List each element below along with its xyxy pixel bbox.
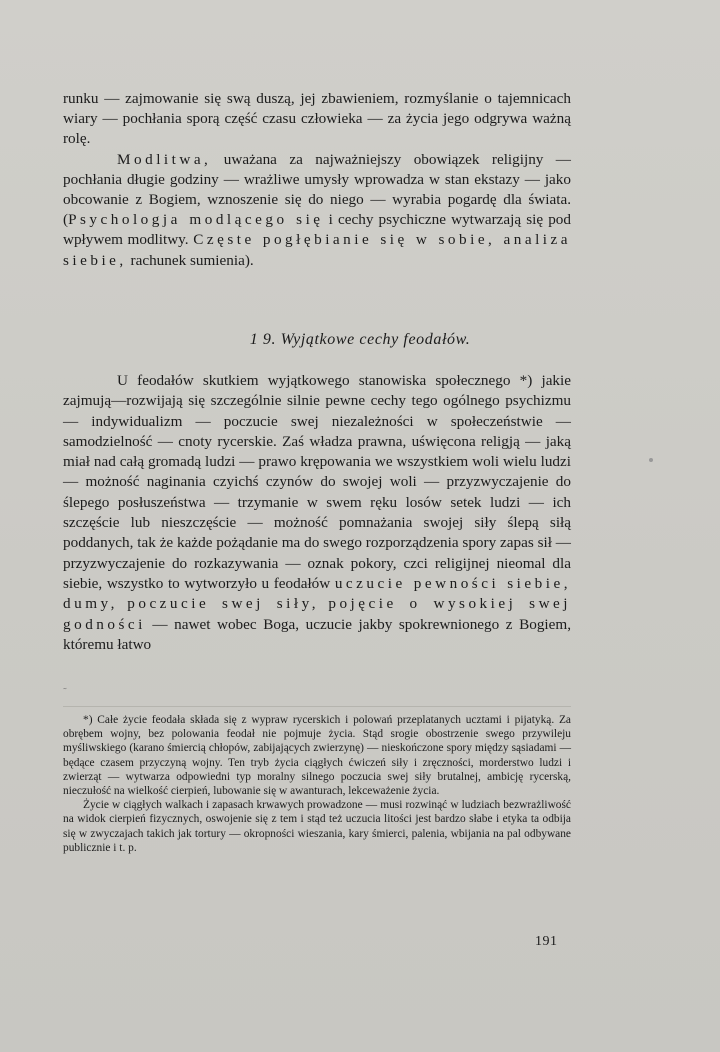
- text-run: rachunek sumienia).: [126, 251, 254, 269]
- spaced-emphasis: pojęcie o wysokiej swej godności: [63, 595, 571, 633]
- text-run: [319, 595, 328, 612]
- spaced-emphasis: Modlitwa,: [117, 150, 212, 168]
- main-text: [63, 371, 571, 655]
- margin-speck: [649, 458, 653, 462]
- text-run: — nawet wobec Boga, uczucie jakby spokrewnionego z Bogiem, któremu łatwo: [63, 615, 571, 653]
- footnote-divider: [63, 706, 571, 707]
- spaced-emphasis: poczucie swej siły,: [127, 595, 319, 613]
- page-number: 191: [535, 934, 558, 949]
- text-run: uważana za najważniejszy obowiązek religijny — pochłania długie godziny — wrażliwe umysły wprowadza w stan ekstazy — jako obcowanie z Bogiem, wznoszenie się do niego — wyrabia pogardę dla świata. (: [63, 150, 571, 229]
- spaced-emphasis: dumy,: [63, 595, 118, 613]
- spaced-emphasis: uczucie pewności siebie,: [334, 574, 571, 592]
- section-heading: 1 9. Wyjątkowe cechy feodałów.: [249, 331, 471, 348]
- main-paragraph: [63, 371, 571, 655]
- intro-text: [63, 89, 571, 271]
- footnote-2: Życie w ciągłych walkach i zapasach krwawych prowadzone — musi rozwinąć w ludziach bezwrażliwość na widok cierpień fizycznych, oswojenie się z tem i stąd też uczucia litości jest bardzo słabe i etyka ta odbija się w zwyczajach takich jak tortury — okropności wieszania, kary śmierci, palenia, wbijania na pal odbywane publicznie i t. p.: [63, 799, 571, 854]
- text-run: [118, 595, 127, 612]
- footnote-1: *) Całe życie feodała składa się z wypraw rycerskich i polowań przeplatanych ucztami i pijatyką. Za obrębem wojny, bez polowania feodał nie pojmuje życia. Stąd srogie obostrzenie swego przywileju myśliwskiego (karano śmiercią chłopów, zabijających zwierzynę) — nieskończone spory między sąsiadami — będące czasem przyczyną wojny. Ten tryb życia ciągłych ćwiczeń siły i zręczności, morderstwo ludzi i zwierząt — wytwarza odpowiedni typ moralny silnego poczucia swej siły brutalnej, ambicję rycerską, nieczułość na wielkość cierpień, lubowanie się w awanturach, lekceważenie życia.: [63, 714, 571, 798]
- text-run: U feodałów skutkiem wyjątkowego stanowiska społecznego *) jakie zajmują—rozwijają się szczególnie silnie pewne cechy tego ogólnego psychizmu — indywidualizm — poczucie swej niezależności w społeczeństwie — samodzielność — cnoty rycerskie. Zaś władza prawna, uświęcona religją — jaką miał nad całą gromadą ludzi — prawo krępowania we wszystkiem woli wielu ludzi — możność naginania czyichś czynów do swojej woli — przyzwyczajenie do ślepego posłuszeństwa — trzymanie w swem ręku losów setek ludzi — ich szczęście lub nieszczęście — możność pomnażania swojej siły ślepą siłą poddanych, tak że każde pożądanie ma do swego rozporządzenia spory zapas sił — przyzwyczajenie do rozkazywania — oznak pokory, czci religijnej nieomal dla siebie, wszystko to wytworzyło u feodałów: [63, 372, 571, 592]
- intro-paragraph-2: [63, 150, 571, 271]
- intro-paragraph-1: runku — zajmowanie się swą duszą, jej zbawieniem, rozmyślanie o tajemnicach wiary — pochłania sporą część czasu człowieka — za życia jego odgrywa ważną rolę.: [63, 90, 571, 148]
- spaced-emphasis: Częste pogłębianie się w sobie, analiza siebie,: [63, 231, 571, 269]
- spaced-emphasis: Psychologja modlącego się: [68, 211, 324, 229]
- text-run: i cechy psychiczne wytwarzają się pod wpływem modlitwy.: [63, 211, 571, 249]
- stray-mark: ˜: [63, 686, 67, 698]
- footnotes: [63, 713, 571, 855]
